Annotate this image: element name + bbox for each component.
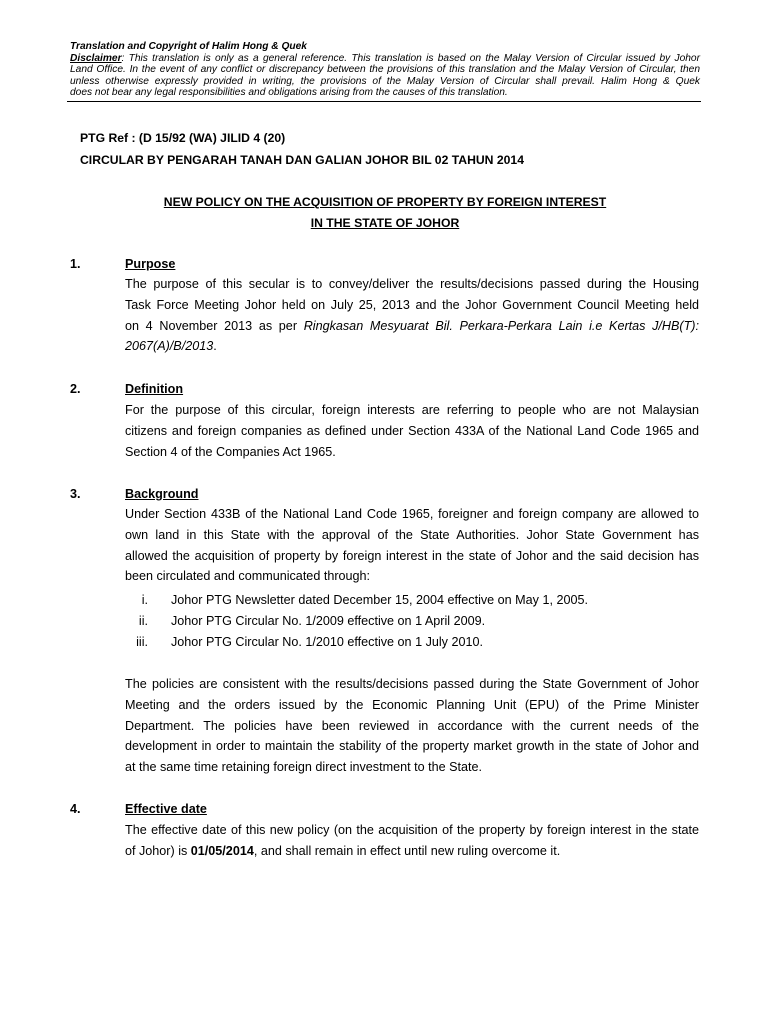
section-heading-definition: Definition <box>125 382 184 396</box>
section-number-3: 3. <box>70 487 81 501</box>
list-item: Johor PTG Circular No. 1/2010 effective on 1 July 2010. <box>171 635 483 649</box>
body-line: citizens and foreign companies as defined under Section 433A of the National Land Code 1965 and <box>125 423 699 438</box>
body-line: at the same time retaining foreign direct investment to the State. <box>125 760 483 775</box>
body-line: The policies are consistent with the results/decisions passed during the State Government of Johor <box>125 677 699 691</box>
section-body-effective-date <box>125 820 699 862</box>
body-line: Under Section 433B of the National Land Code 1965, foreigner and foreign company are allowed to <box>125 507 699 521</box>
ptg-ref: PTG Ref : (D 15/92 (WA) JILID 4 (20) <box>80 131 286 145</box>
list-numeral: i. <box>141 593 148 607</box>
disclaimer-label: Disclaimer <box>70 52 122 64</box>
body-line: For the purpose of this circular, foreign interests are referring to people who are not Malaysian <box>125 403 699 417</box>
section-body-background <box>125 504 699 587</box>
list-item: Johor PTG Circular No. 1/2009 effective on 1 April 2009. <box>171 614 486 628</box>
section-heading-effective-date: Effective date <box>125 802 207 816</box>
body-line: 2067(A)/B/2013. <box>125 339 217 354</box>
body-line: own land in this State with the approval of the State Authorities. Johor State Government has <box>125 527 699 542</box>
disclaimer-line-3: unless otherwise expressly provided in writing, the provisions of the Malay Version of Circular shall prevail. Halim Hong & Quek <box>70 75 700 87</box>
body-line: allowed the acquisition of property by foreign interest in the state of Johor and the said decision has <box>125 548 699 563</box>
section-heading-purpose: Purpose <box>125 257 176 271</box>
section-body-purpose <box>125 274 699 357</box>
header-divider <box>67 101 701 102</box>
list-numeral: ii. <box>138 614 148 628</box>
section-number-4: 4. <box>70 802 81 816</box>
body-line: Section 4 of the Companies Act 1965. <box>125 444 336 459</box>
body-line: development in order to maintain the stability of the property market growth in the state of Johor and <box>125 739 699 754</box>
section-body-definition <box>125 400 699 462</box>
body-line: been circulated and communicated through: <box>125 569 371 584</box>
section-number-2: 2. <box>70 382 81 396</box>
body-line: Meeting and the orders issued by the Economic Planning Unit (EPU) of the Prime Minister <box>125 697 699 712</box>
disclaimer-line-1: Disclaimer: This translation is only as a general reference. This translation is based on the Malay Version of Circular issued by Johor <box>70 52 700 64</box>
body-line: on 4 November 2013 as per Ringkasan Mesyuarat Bil. Perkara-Perkara Lain i.e Kertas J/HB(T): <box>125 318 699 333</box>
section-body-background-2 <box>125 674 699 778</box>
title-line-1: NEW POLICY ON THE ACQUISITION OF PROPERTY BY FOREIGN INTEREST <box>163 195 607 209</box>
body-line: The purpose of this secular is to convey/deliver the results/decisions passed during the Housing <box>125 277 699 291</box>
copyright-line: Translation and Copyright of Halim Hong & Quek <box>70 41 307 52</box>
body-line: Department. The policies have been reviewed in accordance with the current needs of the <box>125 718 699 733</box>
list-item: Johor PTG Newsletter dated December 15, 2004 effective on May 1, 2005. <box>171 593 588 607</box>
body-line: of Johor) is 01/05/2014, and shall remain in effect until new ruling overcome it. <box>125 843 561 858</box>
effective-date-value: 01/05/2014 <box>190 843 254 858</box>
section-number-1: 1. <box>70 257 81 271</box>
body-line: The effective date of this new policy (on the acquisition of the property by foreign interest in the state <box>125 823 699 837</box>
disclaimer-line-4: does not bear any legal responsibilities and obligations arising from the causes of this translation. <box>70 87 508 99</box>
disclaimer-line-2: Land Office. In the event of any conflict or discrepancy between the provisions of this translation and the Malay Version of Circular, then <box>70 64 700 76</box>
circular-line: CIRCULAR BY PENGARAH TANAH DAN GALIAN JOHOR BIL 02 TAHUN 2014 <box>80 153 524 167</box>
list-numeral: iii. <box>136 635 148 649</box>
title-line-2: IN THE STATE OF JOHOR <box>310 216 460 230</box>
disclaimer-block <box>70 41 700 99</box>
section-heading-background: Background <box>125 487 199 501</box>
body-line: Task Force Meeting Johor held on July 25, 2013 and the Johor Government Council Meeting held <box>125 297 699 312</box>
